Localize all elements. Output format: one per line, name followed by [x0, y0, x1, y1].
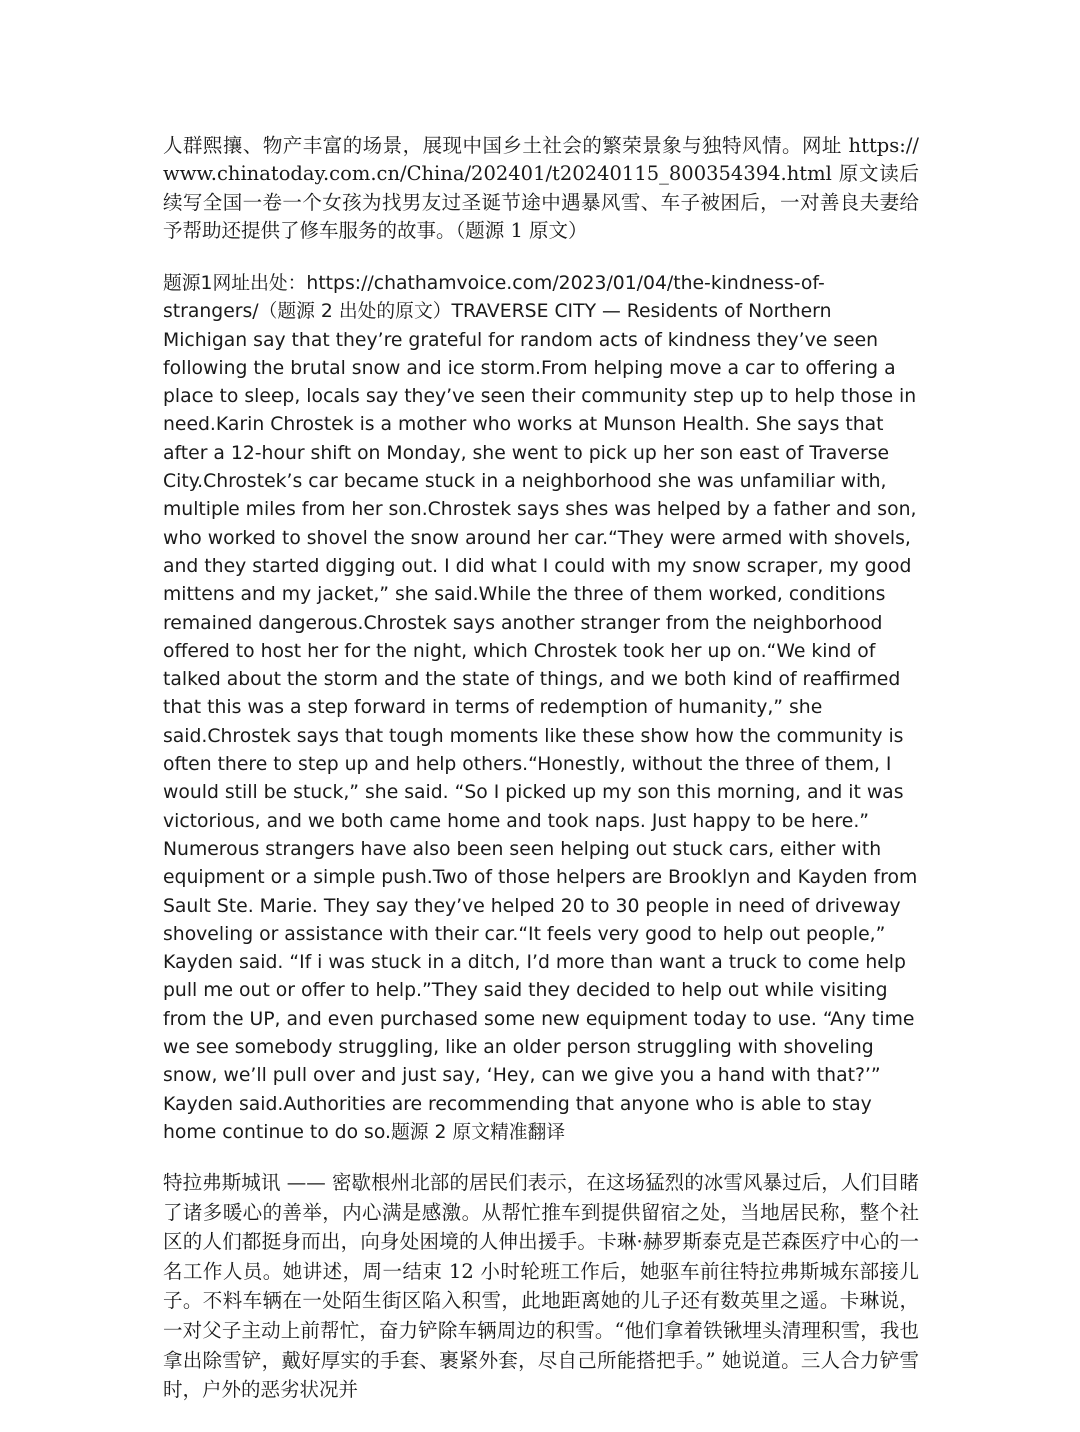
paragraph-source-2-original-english: 题源1网址出处：https://chathamvoice.com/2023/01/04/the-kindness-of-strangers/（题源 2 出处的原文）TRAVERSE CITY — Residents of Northern Michigan say that they’re grateful for random acts of kindness they’ve seen following the brutal snow and ice storm.From helping move a car to offering a place to sleep, locals say they’ve seen their community step up to help those in need.Karin Chrostek is a mother who works at Munson Health. She says that after a 12-hour shift on Monday, she went to pick up her son east of Traverse City.Chrostek’s car became stuck in a neighborhood she was unfamiliar with, multiple miles from her son.Chrostek says shes was helped by a father and son, who worked to shovel the snow around her car.“They were armed with shovels, and they started digging out. I did what I could with my snow scraper, my good mittens and my jacket,” she said.While the three of them worked, conditions remained dangerous.Chrostek says another stranger from the neighborhood offered to host her for the night, which Chrostek took her up on.“We kind of talked about the storm and the state of things, and we both kind of reaffirmed that this was a step forward in terms of redemption of humanity,” she said.Chrostek says that tough moments like these show how the community is often there to step up and help others.“Honestly, without the three of them, I would still be stuck,” she said. “So I picked up my son this morning, and it was victorious, and we both came home and took naps. Just happy to be here.” Numerous strangers have also been seen helping out stuck cars, either with equipment or a simple push.Two of those helpers are Brooklyn and Kayden from Sault Ste. Marie. They say they’ve helped 20 to 30 people in need of driveway shoveling or assistance with their car.“It feels very good to help out people,” Kayden said. “If i was stuck in a ditch, I’d more than want a truck to come help pull me out or offer to help.”They said they decided to help out while visiting from the UP, and even purchased some new equipment today to use. “Any time we see somebody struggling, like an older person struggling with shoveling snow, we’ll pull over and just say, ‘Hey, can we give you a hand with that?’” Kayden said.Authorities are recommending that anyone who is able to stay home continue to do so.题源 2 原文精准翻译: [163, 273, 918, 1143]
paragraph-source-2-chinese-translation: 特拉弗斯城讯 —— 密歇根州北部的居民们表示，在这场猛烈的冰雪风暴过后，人们目睹了诸多暖心的善举，内心满是感激。从帮忙推车到提供留宿之处，当地居民称，整个社区的人们都挺身而出，向身处困境的人伸出援手。卡琳·赫罗斯泰克是芒森医疗中心的一名工作人员。她讲述，周一结束 12 小时轮班工作后，她驱车前往特拉弗斯城东部接儿子。不料车辆在一处陌生街区陷入积雪，此地距离她的儿子还有数英里之遥。卡琳说，一对父子主动上前帮忙，奋力铲除车辆周边的积雪。“他们拿着铁锹埋头清理积雪，我也拿出除雪铲，戴好厚实的手套、裹紧外套，尽自己所能搭把手。” 她说道。三人合力铲雪时，户外的恶劣状况并: [163, 1171, 919, 1402]
paragraph-source-1-intro: 人群熙攘、物产丰富的场景，展现中国乡土社会的繁荣景象与独特风情。网址 https://www.chinatoday.com.cn/China/202401/t20240115_800354394.html 原文读后续写全国一卷一个女孩为找男友过圣诞节途中遇暴风雪、车子被困后，一对善良夫妻给予帮助还提供了修车服务的故事。（题源 1 原文）: [163, 134, 919, 242]
